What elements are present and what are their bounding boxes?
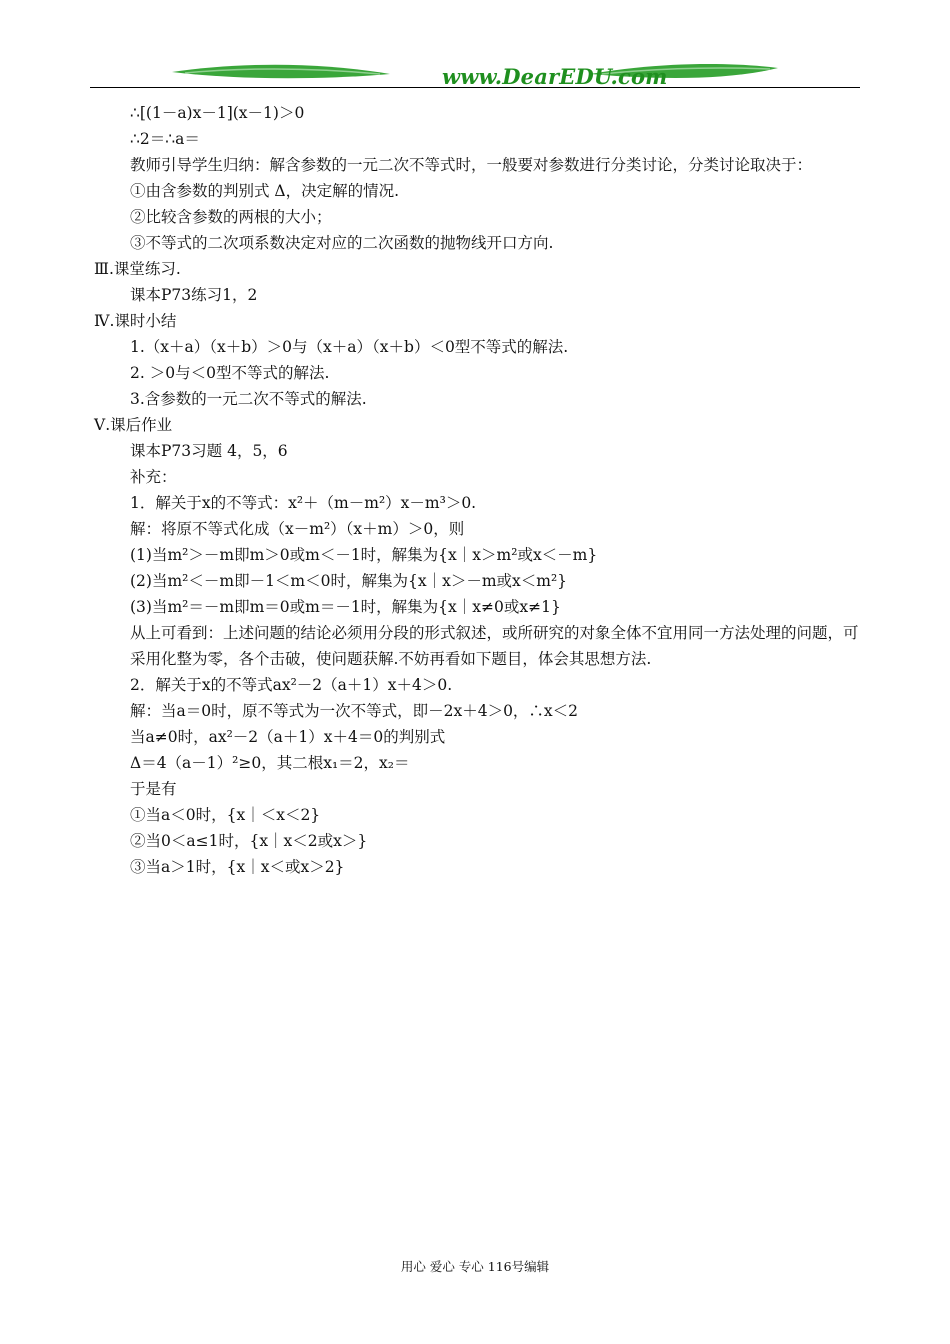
text-line: ③不等式的二次项系数决定对应的二次函数的抛物线开口方向. [130, 234, 554, 252]
text-line: 2. ＞0与＜0型不等式的解法. [130, 364, 330, 382]
text-line: ①由含参数的判别式 Δ，决定解的情况. [130, 182, 400, 200]
text-line: 从上可看到：上述问题的结论必须用分段的形式叙述，或所研究的对象全体不宜用同一方法处理的问题，可采用化整为零，各个击破，使问题获解.不妨再看如下题目，体会其思想方法. [130, 624, 859, 668]
text-line: ∴[(1－a)x－1](x－1)＞0 [130, 104, 305, 122]
text-line: Ⅳ.课时小结 [94, 312, 177, 330]
text-line: 2．解关于x的不等式ax²－2（a＋1）x＋4＞0. [130, 676, 453, 694]
text-line: 1．解关于x的不等式：x²＋（m－m²）x－m³＞0. [130, 494, 477, 512]
text-line: ③当a＞1时，{x｜x＜或x＞2} [130, 858, 345, 876]
page-footer: 用心 爱心 专心 116号编辑 [400, 1259, 550, 1274]
text-line: 教师引导学生归纳：解含参数的一元二次不等式时，一般要对参数进行分类讨论，分类讨论取决于： [130, 156, 813, 174]
text-line: (1)当m²＞－m即m＞0或m＜－1时，解集为{x｜x＞m²或x＜－m} [130, 546, 598, 564]
text-line: Δ＝4（a－1）²≥0，其二根x₁＝2，x₂＝ [130, 754, 410, 772]
text-line: 课本P73习题 4，5，6 [130, 442, 288, 460]
text-line: (3)当m²＝－m即m＝0或m＝－1时，解集为{x｜x≠0或x≠1} [130, 598, 561, 616]
text-line: Ⅴ.课后作业 [94, 416, 173, 434]
text-line: ②比较含参数的两根的大小； [130, 208, 332, 226]
document-body [94, 100, 860, 880]
text-line: (2)当m²＜－m即－1＜m＜0时，解集为{x｜x＞－m或x＜m²} [130, 572, 568, 590]
text-line: ①当a＜0时，{x｜＜x＜2} [130, 806, 321, 824]
text-line: 于是有 [130, 780, 177, 798]
text-line: 1.（x＋a）（x＋b）＞0与（x＋a）（x＋b）＜0型不等式的解法. [130, 338, 569, 356]
text-line: 解：当a＝0时，原不等式为一次不等式，即－2x＋4＞0，∴x＜2 [130, 702, 579, 720]
text-line: ∴2＝∴a＝ [130, 130, 200, 148]
text-line: 3.含参数的一元二次不等式的解法. [130, 390, 367, 408]
text-line: 解：将原不等式化成（x－m²）（x＋m）＞0，则 [130, 520, 465, 538]
text-line: 当a≠0时，ax²－2（a＋1）x＋4＝0的判别式 [130, 728, 446, 746]
header-rule [90, 87, 860, 88]
text-line: 课本P73练习1，2 [130, 286, 258, 304]
text-line: Ⅲ.课堂练习. [94, 260, 181, 278]
text-line: ②当0＜a≤1时，{x｜x＜2或x＞} [130, 832, 368, 850]
site-logo-text: www.DearEDU.com [442, 64, 668, 89]
text-line: 补充： [130, 468, 177, 486]
